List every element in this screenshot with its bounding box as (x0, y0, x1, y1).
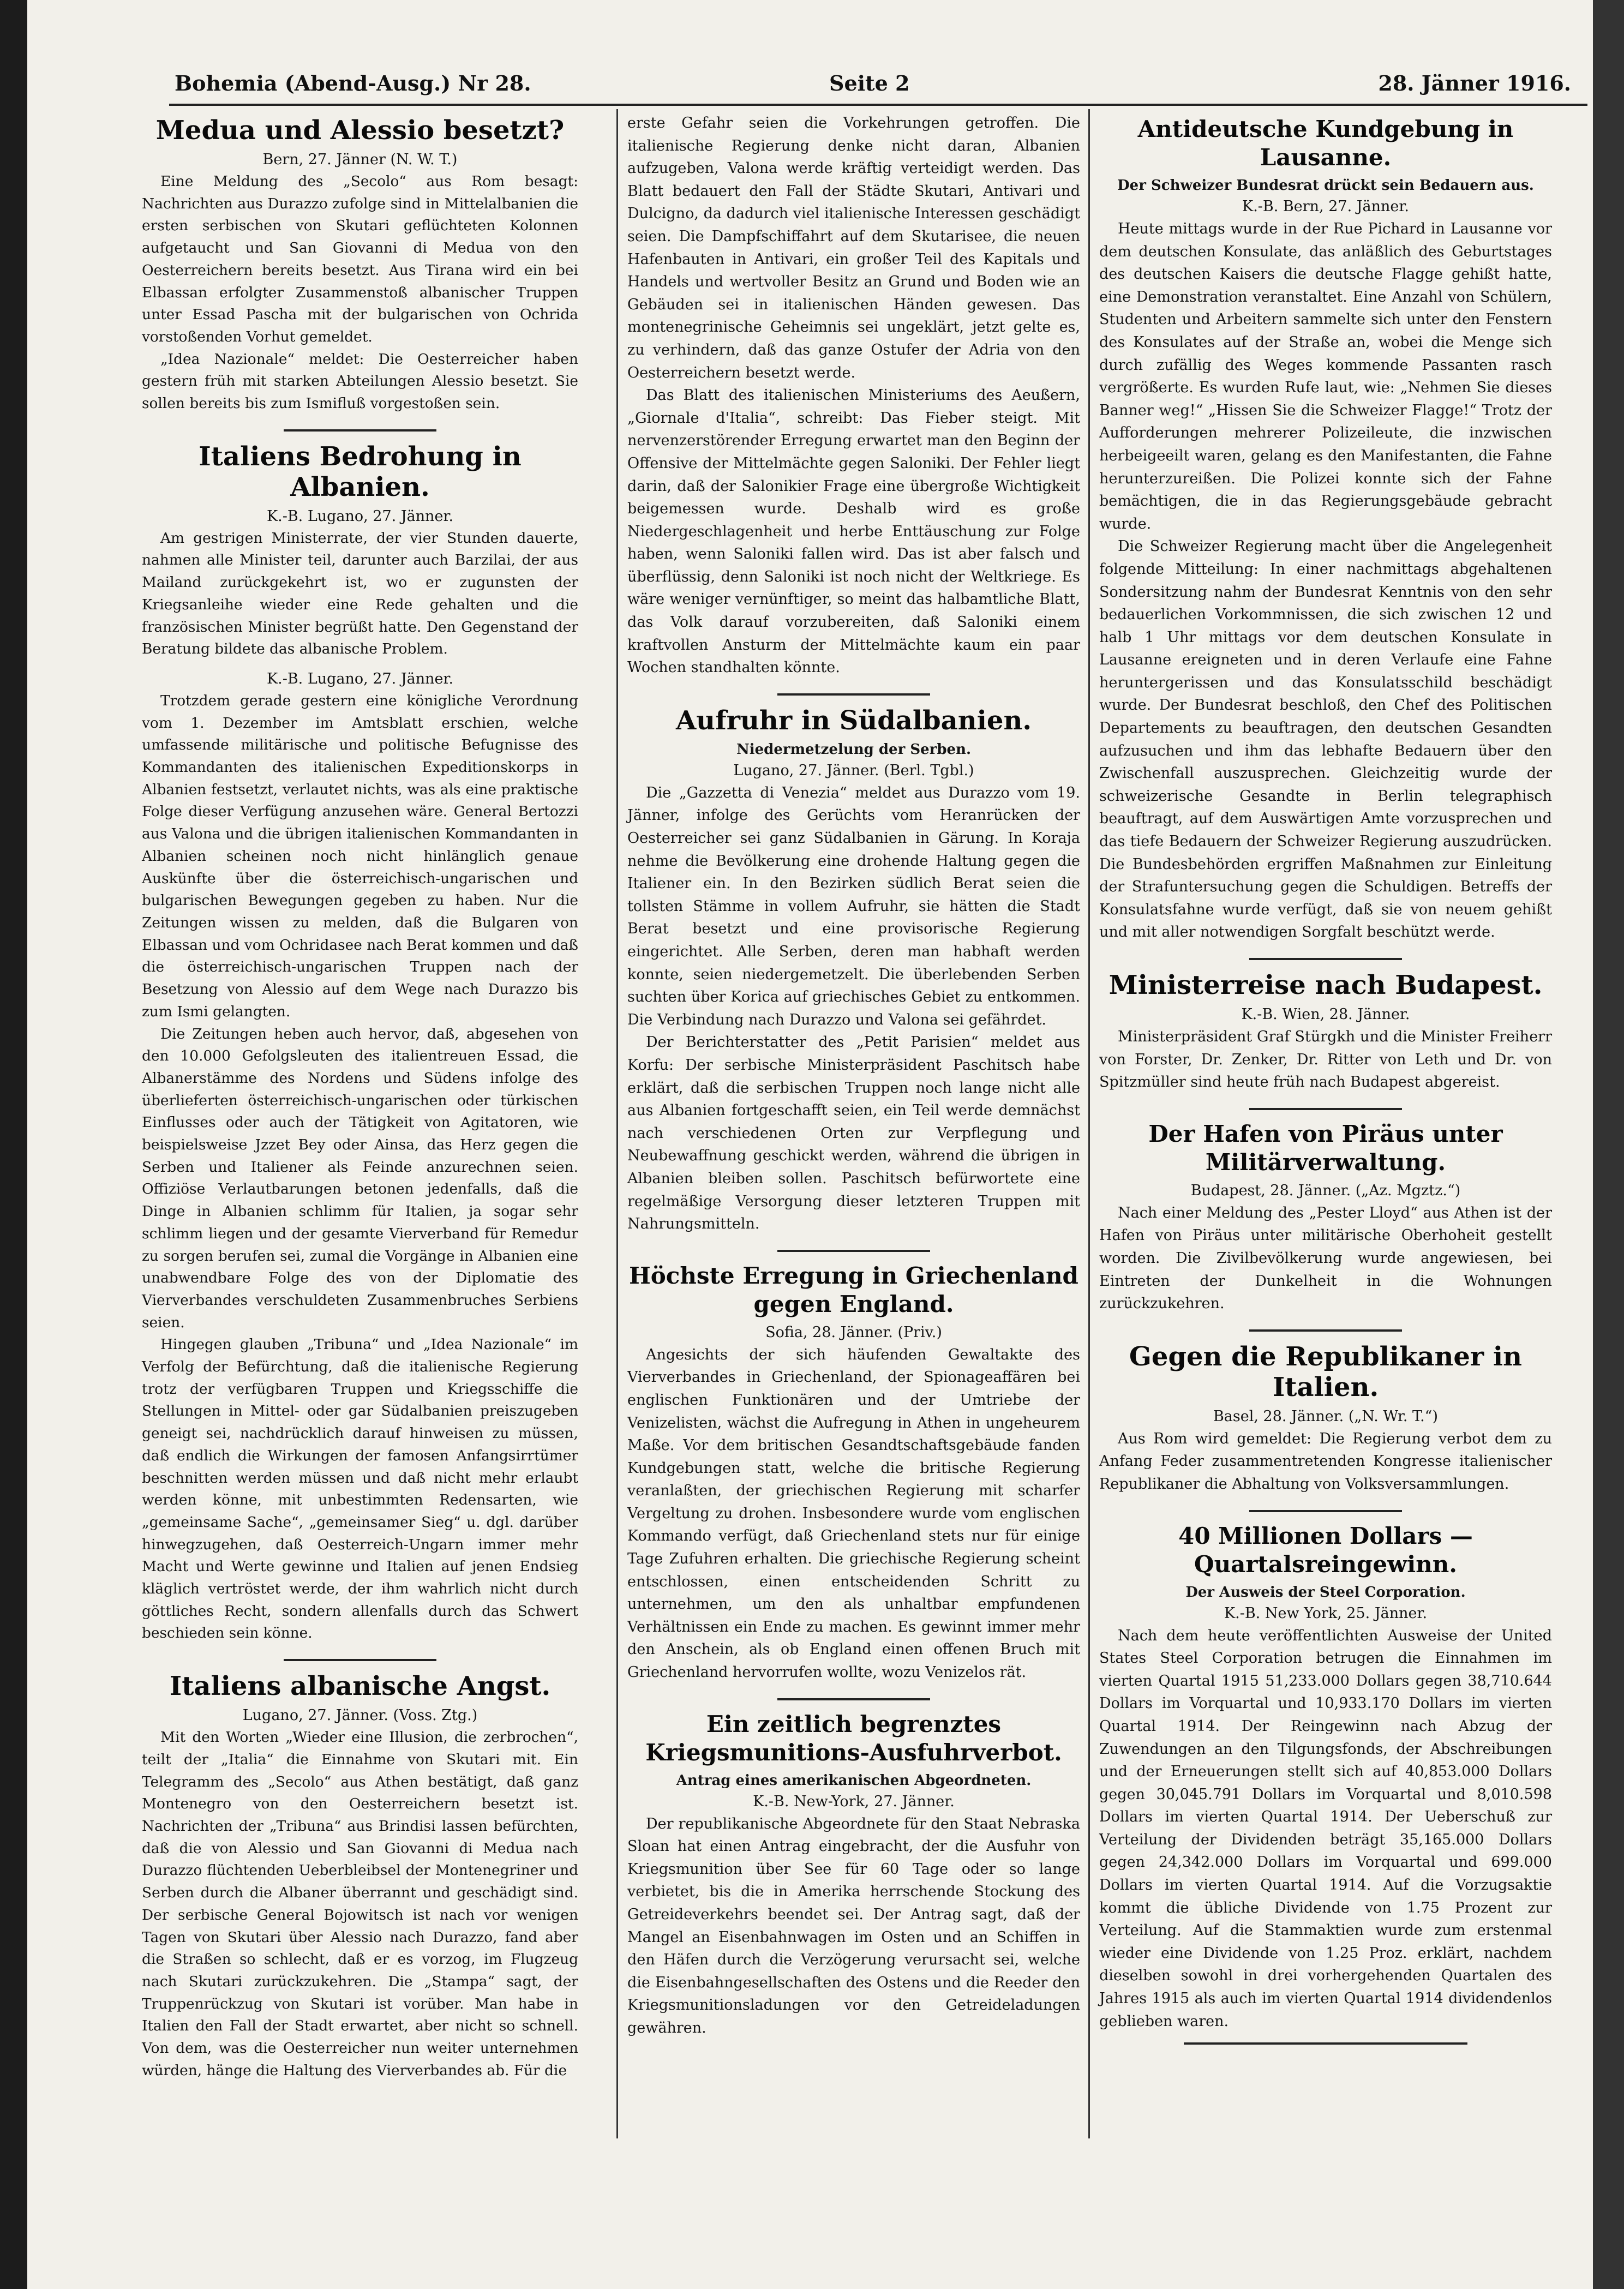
header-publication: Bohemia (Abend-Ausg.) Nr 28. (175, 71, 531, 95)
article-headline: Aufruhr in Südalbanien. (675, 705, 1032, 736)
article-body (1099, 218, 1552, 944)
article (1099, 1510, 1552, 2033)
article-headline: Höchste Erregung in Griechenland gegen England. (629, 1262, 1078, 1317)
article-separator (1249, 1329, 1402, 1332)
article (142, 1659, 578, 2082)
article-separator (1249, 1108, 1402, 1110)
article-subhead: Der Schweizer Bundesrat drückt sein Bedauern aus. (1117, 177, 1534, 194)
article-subhead: Antrag eines amerikanischen Abgeordneten. (676, 1772, 1032, 1789)
article (1099, 1108, 1552, 1315)
article-separator (777, 693, 930, 696)
article (627, 1698, 1080, 2040)
article-dateline: Bern, 27. Jänner (N. W. T.) (262, 151, 458, 168)
article-headline: Der Hafen von Piräus unter Militärverwaltung. (1148, 1120, 1503, 1176)
end-rule (1184, 2042, 1467, 2045)
article (627, 112, 1080, 679)
article-body (627, 112, 1080, 679)
article (142, 668, 578, 1645)
article-separator (284, 429, 436, 432)
article-separator (1249, 958, 1402, 960)
article (142, 115, 578, 415)
article-paragraph: Mit den Worten „Wieder eine Illusion, die zerbrochen“, teilt der „Italia“ die Einnahme von Skutari mit. Ein Telegramm des „Secolo“ aus Athen bestätigt, daß ganz Montenegro von den Oesterreichern besetzt ist. Nachrichten der „Tribuna“ aus Brindisi lassen befürchten, daß die von Alessio und San Giovanni di Medua nach Durazzo flüchtenden Ueberbleibsel der Montenegriner und Serben durch die Albaner überrannt und geschädigt sind. Der serbische General Bojowitsch ist nach vor wenigen Tagen von Skutari über Alessio nach Durazzo, fand aber die Straßen so schlecht, daß er es vorzog, im Flugzeug nach Skutari zurückzukehren. Die „Stampa“ sagt, der Truppenrückzug von Skutari ist vorüber. Man habe in Italien den Fall der Stadt erwartet, aber nicht so schnell. Von dem, was die Oesterreicher nun weiter unternehmen würden, hänge die Haltung des Vierverbandes ab. Für die (142, 1729, 578, 2079)
article-subhead: Der Ausweis der Steel Corporation. (1185, 1584, 1466, 1601)
article-dateline: Lugano, 27. Jänner. (Voss. Ztg.) (242, 1707, 478, 1724)
article-paragraph: Trotzdem gerade gestern eine königliche Verordnung vom 1. Dezember im Amtsblatt erschien, welche umfassende militärische und politische Befugnisse des Kommandanten des italienischen Expeditionskorps in Albanien festsetzt, verlautet nichts, was als eine praktische Folge dieser Verfügung anzusehen wäre. General Bertozzi aus Valona und die übrigen italienischen Kommandanten in Albanien scheinen noch nicht hinlänglich genaue Auskünfte über die österreichisch-ungarischen und bulgarischen Bewegungen gegeben zu haben. Nur die Zeitungen wissen zu melden, daß die Bulgaren von Elbassan und vom Ochridasee nach Berat kommen und daß die österreichisch-ungarischen Truppen nach der Besetzung von Alessio auf dem Wege nach Durazzo bis zum Ismi gelangten. (142, 692, 579, 1020)
article-paragraph: Ministerpräsident Graf Stürgkh und die Minister Freiherr von Forster, Dr. Zenker, Dr. Ritter von Leth und Dr. von Spitzmüller sind heute früh nach Budapest abgereist. (1099, 1028, 1552, 1091)
scan-left-border (0, 0, 27, 2289)
article (142, 429, 578, 661)
article-dateline: K.-B. Bern, 27. Jänner. (1242, 198, 1409, 215)
article-headline: Antideutsche Kundgebung in Lausanne. (1137, 116, 1514, 171)
article-paragraph: Heute mittags wurde in der Rue Pichard in Lausanne vor dem deutschen Konsulate, das anläßlich des Geburtstages des deutschen Kaisers die deutsche Flagge gehißt hatte, eine Demonstration veranstaltet. Eine Anzahl von Schülern, Studenten und Arbeitern sammelte sich unter den Fenstern des Konsulates auf der Straße an, wobei die Menge sich durch zufällig des Weges kommende Passanten rasch vergrößerte. Es wurden Rufe laut, wie: „Nehmen Sie dieses Banner weg!“ „Hissen Sie die Schweizer Flagge!“ Trotz der Aufforderungen mehrerer Polizeileute, die inzwischen herbeigeeilt waren, gelang es den Manifestanten, die Fahne herunterzureißen. Die Polizei konnte sich der Fahne bemächtigen, die in das Regierungsgebäude gebracht wurde. (1099, 220, 1552, 532)
article-paragraph: Nach einer Meldung des „Pester Lloyd“ aus Athen ist der Hafen von Piräus unter militärische Oberhoheit gestellt worden. Die Zivilbevölkerung wurde angewiesen, bei Eintreten der Dunkelheit in die Wohnungen zurückzukehren. (1099, 1204, 1552, 1313)
article-body (142, 171, 578, 415)
article-body (142, 690, 578, 1645)
article (627, 1250, 1080, 1684)
article-dateline: K.-B. New York, 25. Jänner. (1224, 1604, 1428, 1622)
article-paragraph: Das Blatt des italienischen Ministeriums des Aeußern, „Giornale d'Italia“, schreibt: Das Fieber steigt. Mit nervenzerstörender Erregung erwartet man den Beginn der Offensive der Mittelmächte gegen Saloniki. Der Fehler liegt darin, daß der Salonikier Frage eine übergroße Wichtigkeit beigemessen wurde. Deshalb wird es große Niedergeschlagenheit und herbe Enttäuschung zur Folge haben, wenn Saloniki fallen wird. Das ist aber falsch und überflüssig, denn Saloniki ist noch nicht der Weltkriege. Es wäre weniger vernünftiger, so meint das halbamtliche Blatt, das Volk darauf vorzubereiten, daß Saloniki einem kraftvollen Ansturm der Mittelmächte kaum ein paar Wochen standhalten könnte. (627, 387, 1080, 676)
article-headline: Italiens Bedrohung in Albanien. (199, 441, 522, 502)
article-headline: Ministerreise nach Budapest. (1108, 970, 1543, 1000)
article-body (1099, 1625, 1552, 2033)
article-body (142, 1727, 578, 2082)
article-headline: 40 Millionen Dollars — Quartalsreingewinn. (1178, 1522, 1473, 1578)
article-dateline: Lugano, 27. Jänner. (Berl. Tgbl.) (733, 762, 974, 779)
article-paragraph: Die Schweizer Regierung macht über die Angelegenheit folgende Mitteilung: In einer nachmittags abgehaltenen Sondersitzung nahm der Bundesrat Kenntnis von den sehr bedauerlichen Vorkommnissen, die sich zwischen 12 und halb 1 Uhr mittags vor dem deutschen Konsulate in Lausanne ereigneten und in deren Verlaufe eine Fahne heruntergerissen und das Konsulatsschild beschädigt wurde. Der Bundesrat beschloß, den Chef des Politischen Departements zu beauftragen, den deutschen Gesandten aufzusuchen und ihm das lebhafte Bedauern über den Zwischenfall auszusprechen. Gleichzeitig wurde der schweizerische Gesandte in Berlin telegraphisch beauftragt, auf dem Auswärtigen Amte vorzusprechen und das tiefe Bedauern der Schweizer Regierung auszudrücken. Die Bundesbehörden ergriffen Maßnahmen zur Einleitung der Strafuntersuchung gegen die Schuldigen. Betreffs der Konsulatsfahne wurde verfügt, daß sie von neuem gehißt und mit aller notwendigen Sorgfalt beschützt werde. (1099, 538, 1552, 941)
column-divider-1 (616, 109, 618, 2138)
article-paragraph: Am gestrigen Ministerrate, der vier Stunden dauerte, nahmen alle Minister teil, darunter auch Barzilai, der aus Mailand zurückgekehrt ist, wo er zugunsten der Kriegsanleihe wieder eine Rede gehalten und die französischen Minister begrüßt hatte. Den Gegenstand der Beratung bildete das albanische Problem. (142, 529, 578, 658)
article (1099, 1329, 1552, 1496)
article-dateline: Sofia, 28. Jänner. (Priv.) (765, 1323, 942, 1341)
article-paragraph: Hingegen glauben „Tribuna“ und „Idea Nazionale“ im Verfolg der Befürchtung, daß die italienische Regierung trotz der verfügbaren Truppen und Kriegsschiffe die Stellungen in Mittel- oder gar Südalbanien preiszugeben geneigt sei, nachdrücklich darauf hinweisen zu müssen, daß endlich die Wirkungen der famosen Anfangsirrtümer beschnitten werden müssen und daß nicht mehr erlaubt werden könne, mit unbestimmten Redensarten, wie „gemeinsame Sache“, „gemeinsamer Sieg“ u. dgl. darüber hinwegzugehen, daß Oesterreich-Ungarn immer mehr Macht und Werte gewinne und Italien auf jenen Endsieg kläglich vertröstet werde, der ihm wahrlich nicht durch göttliches Recht, sondern allenfalls durch das Schwert beschieden sein könne. (142, 1336, 578, 1642)
article-headline: Medua und Alessio besetzt? (155, 115, 565, 146)
article-paragraph: erste Gefahr seien die Vorkehrungen getroffen. Die italienische Regierung denke nicht daran, Albanien aufzugeben, Valona werde kräftig verteidigt werden. Das Blatt bedauert den Fall der Städte Skutari, Antivari und Dulcigno, da dadurch viel italienische Interessen geschädigt seien. Die Dampfschiffahrt auf dem Skutarisee, die neuen Hafenbauten in Antivari, ein großer Teil des Kapitals und Handels und wertvoller Besitz an Grund und Boden wie an Gebäuden sei in italienischen Händen gewesen. Das montenegrinische Geheimnis sei ungeklärt, jetzt gelte es, zu verhindern, daß das ganze Ostufer der Adria von den Oesterreichern besetzt werde. (627, 115, 1080, 381)
article-separator (284, 1659, 436, 1661)
article-body (1099, 1026, 1552, 1094)
column-divider-2 (1088, 109, 1090, 2138)
newspaper-page (27, 0, 1593, 2289)
article-body (627, 782, 1080, 1236)
article-paragraph: Angesichts der sich häufenden Gewaltakte des Vierverbandes in Griechenland, der Spionageaffären bei englischen Funktionären und der Umtriebe der Venizelisten, wächst die Aufregung in Athen in ungeheurem Maße. Vor dem britischen Gesandtschaftsgebäude fanden Kundgebungen statt, welche die britische Regierung veranlaßten, der griechischen Regierung mit scharfer Vergeltung zu drohen. Insbesondere wurde vom englischen Kommando verfügt, daß Griechenland stets nur für einige Tage Zufuhren erhalten. Die griechische Regierung scheint entschlossen, einen entscheidenden Schritt zu unternehmen, um den als unhaltbar empfundenen Verhältnissen ein Ende zu machen. Es gewinnt immer mehr den Anschein, als ob England einen offenen Bruch mit Griechenland hervorrufen wollte, wozu Venizelos rät. (627, 1346, 1080, 1681)
column-2 (627, 112, 1080, 2047)
article-dateline: K.-B. Wien, 28. Jänner. (1241, 1006, 1410, 1023)
scan-right-border (1593, 0, 1624, 2289)
article-paragraph: Nach dem heute veröffentlichten Ausweise der United States Steel Corporation betrugen die Einnahmen im vierten Quartal 1915 51,233.000 Dollars gegen 38,710.644 Dollars im Vorquartal und 10,933.170 Dollars im vierten Quartal 1914. Der Reingewinn nach Abzug der Zuwendungen an den Tilgungsfonds, der Abschreibungen und der Erneuerungen stellt sich auf 40,853.000 Dollars gegen 30,045.791 Dollars im Vorquartal und 8,010.598 Dollars im vierten Quartal 1914. Der Ueberschuß zur Verteilung der Dividenden beträgt 35,165.000 Dollars gegen 24,342.000 Dollars im Vorquartal und 699.000 Dollars im vierten Quartal 1914. Auf die Vorzugsaktie kommt die übliche Dividende von 1.75 Prozent zur Verteilung. Auf die Stammaktien wurde zum erstenmal wieder eine Dividende von 1.25 Proz. erklärt, nachdem dieselben sowohl in drei vorhergehenden Quartalen des Jahres 1915 als auch im vierten Quartal 1914 dividendenlos geblieben waren. (1099, 1627, 1552, 2030)
article-paragraph: Die „Gazzetta di Venezia“ meldet aus Durazzo vom 19. Jänner, infolge des Gerüchts vom Heranrücken der Oesterreicher sei ganz Südalbanien in Gärung. In Koraja nehme die Bevölkerung eine drohende Haltung gegen die Italiener ein. In den Bezirken südlich Berat seien die tollsten Stämme in vollem Aufruhr, sie hätten die Stadt Berat besetzt und eine provisorische Regierung eingerichtet. Alle Serben, deren man habhaft werden konnte, seien niedergemetzelt. Die überlebenden Serben suchten über Korica auf griechisches Gebiet zu entkommen. Die Verbindung nach Durazzo und Valona sei gefährdet. (627, 784, 1080, 1028)
article-subhead: Niedermetzelung der Serben. (736, 741, 972, 758)
article-separator (777, 1698, 930, 1700)
article-dateline: K.-B. Lugano, 27. Jänner. (266, 670, 454, 687)
article-body (142, 528, 578, 661)
article-headline: Gegen die Republikaner in Italien. (1129, 1341, 1523, 1403)
header-page-number: Seite 2 (829, 71, 910, 95)
page-header (175, 71, 1571, 104)
article (1099, 115, 1552, 944)
article-body (1099, 1428, 1552, 1496)
article-paragraph: Die Zeitungen heben auch hervor, daß, abgesehen von den 10.000 Gefolgsleuten des italientreuen Essad, die Albanerstämme des Nordens und Südens infolge des überlieferten österreichisch-ungarischen oder türkischen Einflusses oder auch der Tätigkeit von Agitatoren, wie beispielsweise Jzzet Bey oder Ainsa, das Herz gegen die Serben und Italiener als Feinde anzurechnen seien. Offiziöse Verlautbarungen betonen jedenfalls, daß die Dinge in Albanien schlimm für Italien, ja sogar sehr schlimm liegen und der gesamte Vierverband für Remedur zu sorgen berufen sei, zumal die Vorgänge in Albanien eine unabwendbare Folge des von der Diplomatie des Vierverbandes verschuldeten Zusammenbruches Serbiens seien. (142, 1025, 578, 1331)
article-paragraph: Eine Meldung des „Secolo“ aus Rom besagt: Nachrichten aus Durazzo zufolge sind in Mittelalbanien die ersten serbischen von Skutari geflüchteten Kolonnen aufgetaucht und San Giovanni di Medua von den Oesterreichern bereits besetzt. Aus Tirana wird ein bei Elbassan erfolgter Zusammenstoß albanischer Truppen unter Essad Pascha mit der bulgarischen von Ochrida vorstoßenden Vorhut gemeldet. (142, 173, 578, 345)
article-body (627, 1344, 1080, 1684)
article (627, 693, 1080, 1236)
article-paragraph: Der Berichterstatter des „Petit Parisien“ meldet aus Korfu: Der serbische Ministerpräsident Paschitsch habe erklärt, daß die serbischen Truppen noch lange nicht alle aus Albanien fortgeschafft seien, ein Teil werde demnächst nach verschiedenen Orten zur Verpflegung und Neubewaffnung geschickt werden, während die übrigen in Albanien bleiben sollen. Paschitsch befürwortete eine regelmäßige Versorgung dieser letzteren Truppen mit Nahrungsmitteln. (627, 1034, 1080, 1233)
header-rule (169, 104, 1587, 106)
article-separator (1249, 1510, 1402, 1512)
article-headline: Ein zeitlich begrenztes Kriegsmunitions-Ausfuhrverbot. (645, 1710, 1062, 1766)
article (1099, 958, 1552, 1094)
article-paragraph: Der republikanische Abgeordnete für den Staat Nebraska Sloan hat einen Antrag eingebracht, der die Ausfuhr von Kriegsmunition über See für 60 Tage oder so lange verbietet, bis die in Amerika herrschende Stockung des Getreideverkehrs beendet sei. Der Antrag sagt, daß der Mangel an Eisenbahnwagen im Osten und an Schiffen in den Häfen durch die Verzögerung verursacht sei, welche die Eisenbahngesellschaften des Ostens und die Reeder den Kriegsmunitionsladungen vor den Getreideladungen gewähren. (627, 1815, 1080, 2036)
article-dateline: K.-B. Lugano, 27. Jänner. (266, 507, 454, 525)
header-date: 28. Jänner 1916. (1378, 71, 1571, 95)
column-3 (1099, 112, 1552, 2054)
article-dateline: Budapest, 28. Jänner. („Az. Mgztz.“) (1190, 1182, 1461, 1199)
article-paragraph: „Idea Nazionale“ meldet: Die Oesterreicher haben gestern früh mit starken Abteilungen Alessio besetzt. Sie sollen bereits bis zum Ismifluß vorgestoßen sein. (142, 350, 578, 412)
article-body (627, 1813, 1080, 2040)
article-paragraph: Aus Rom wird gemeldet: Die Regierung verbot dem zu Anfang Feder zusammentretenden Kongresse italienischer Republikaner die Abhaltung von Volksversammlungen. (1099, 1430, 1552, 1493)
article-dateline: K.-B. New-York, 27. Jänner. (753, 1793, 955, 1810)
article-body (1099, 1202, 1552, 1315)
article-dateline: Basel, 28. Jänner. („N. Wr. T.“) (1213, 1407, 1439, 1425)
column-1 (142, 112, 578, 2089)
article-separator (777, 1250, 930, 1252)
article-headline: Italiens albanische Angst. (169, 1671, 551, 1702)
